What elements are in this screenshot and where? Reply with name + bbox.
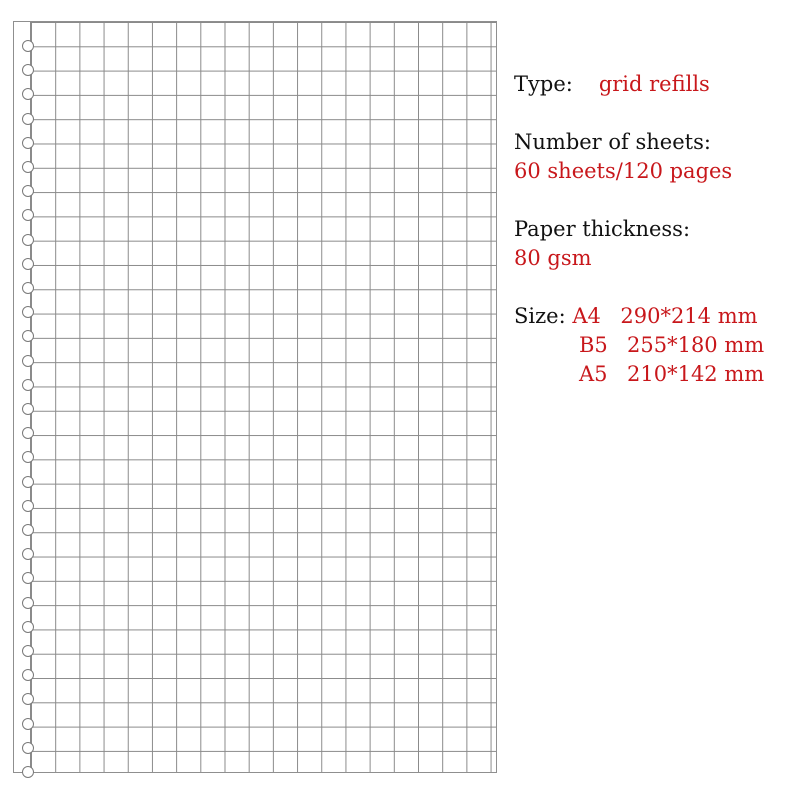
binder-hole — [22, 476, 34, 488]
binder-hole — [22, 282, 34, 294]
binder-hole — [22, 766, 34, 778]
type-value: grid refills — [598, 72, 710, 96]
size-dims: 210*142 mm — [627, 362, 765, 386]
sheets-value: 60 sheets/120 pages — [514, 159, 733, 183]
binder-hole — [22, 161, 34, 173]
binder-hole — [22, 669, 34, 681]
thickness-value: 80 gsm — [514, 246, 592, 270]
binder-hole — [22, 185, 34, 197]
product-specs — [514, 70, 798, 389]
size-dims: 290*214 mm — [620, 304, 758, 328]
binder-hole — [22, 379, 34, 391]
size-code: A5 — [579, 362, 608, 386]
binder-hole — [22, 355, 34, 367]
size-code: A4 — [572, 304, 601, 328]
binder-hole — [22, 718, 34, 730]
binder-hole — [22, 645, 34, 657]
binder-hole — [22, 524, 34, 536]
binder-hole — [22, 258, 34, 270]
binder-hole — [22, 742, 34, 754]
binder-hole — [22, 234, 34, 246]
type-row — [514, 70, 798, 99]
binder-hole — [22, 137, 34, 149]
type-label: Type: — [514, 72, 573, 96]
binder-hole — [22, 64, 34, 76]
size-dims: 255*180 mm — [627, 333, 765, 357]
size-code: B5 — [579, 333, 608, 357]
binder-hole — [22, 572, 34, 584]
size-row-a5 — [579, 360, 798, 389]
binder-hole — [22, 621, 34, 633]
binder-hole — [22, 500, 34, 512]
binder-hole — [22, 451, 34, 463]
binder-hole — [22, 88, 34, 100]
binder-hole — [22, 427, 34, 439]
size-row-a4 — [514, 302, 798, 331]
sheets-label: Number of sheets: — [514, 130, 711, 154]
thickness-label: Paper thickness: — [514, 217, 691, 241]
binder-hole — [22, 403, 34, 415]
binder-hole — [22, 330, 34, 342]
binder-hole — [22, 693, 34, 705]
binder-holes — [14, 22, 44, 772]
binder-hole — [22, 40, 34, 52]
binder-hole — [22, 597, 34, 609]
binder-hole — [22, 306, 34, 318]
size-row-b5 — [579, 331, 798, 360]
size-label: Size: — [514, 304, 566, 328]
binder-hole — [22, 548, 34, 560]
binder-hole — [22, 113, 34, 125]
grid-paper-sheet — [13, 21, 497, 773]
binder-hole — [22, 209, 34, 221]
